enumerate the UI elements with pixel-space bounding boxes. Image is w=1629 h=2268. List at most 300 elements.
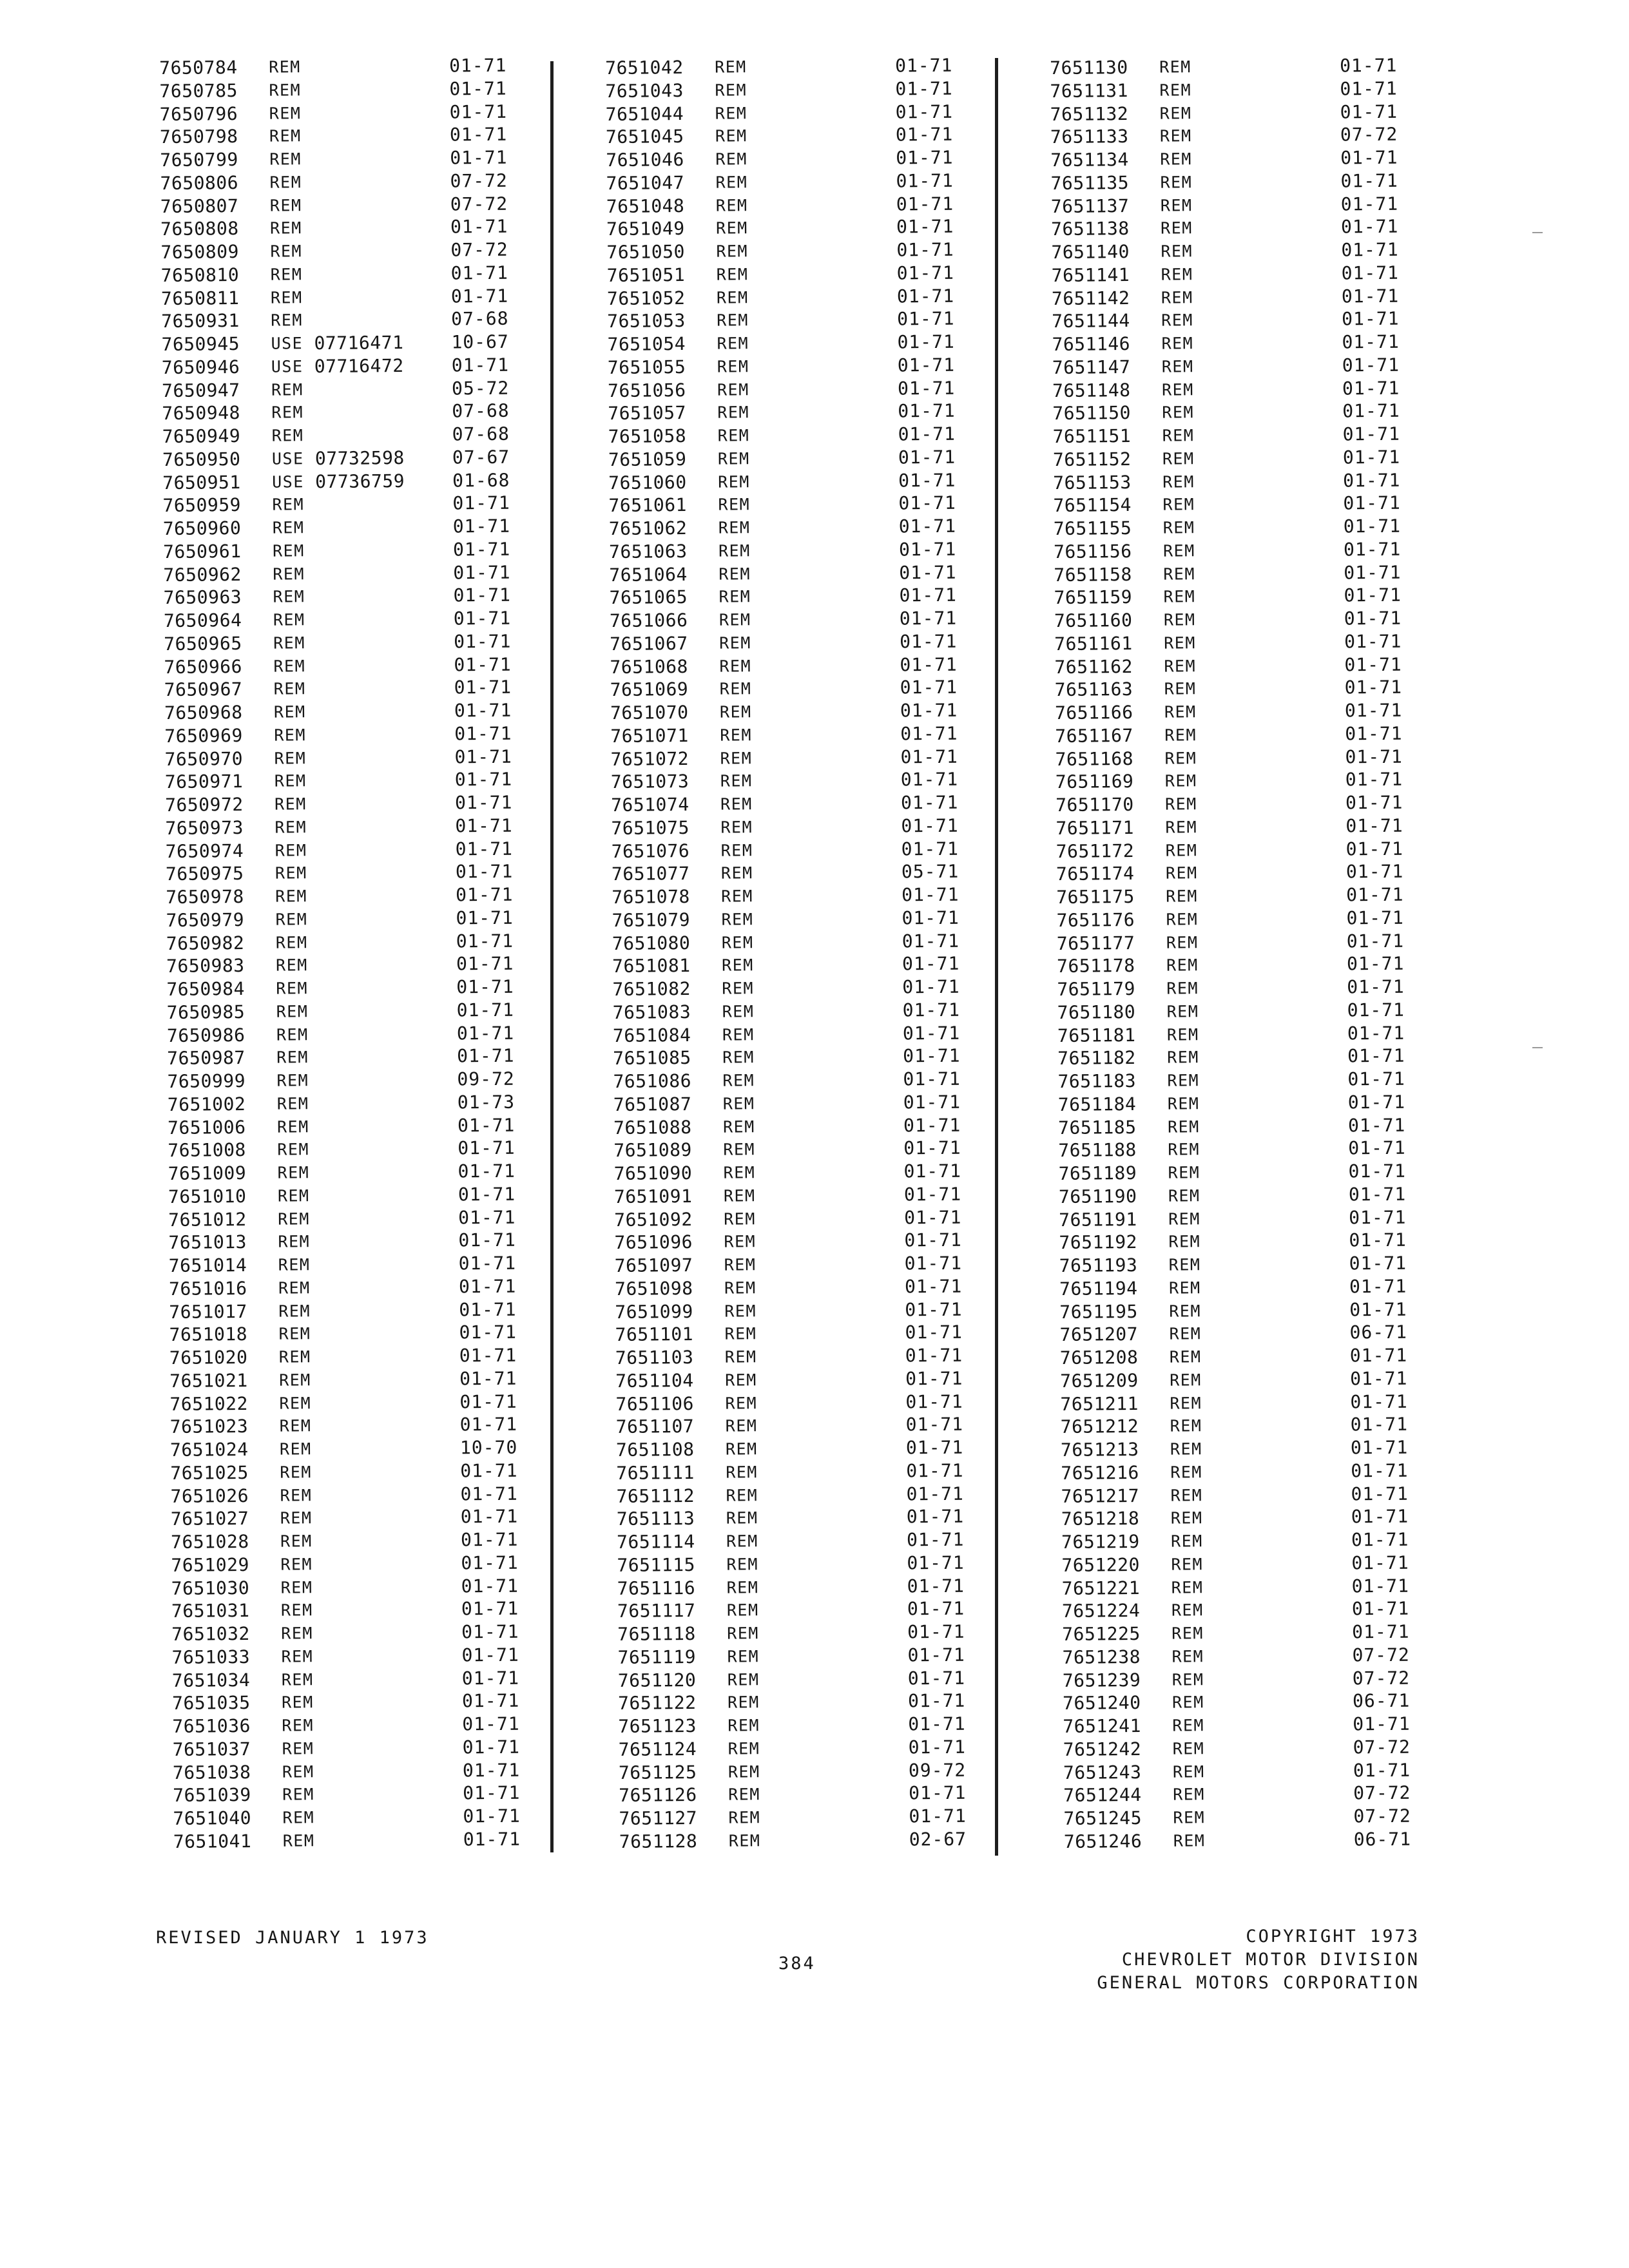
part-number: 7651068 bbox=[610, 655, 689, 678]
status-code: REM bbox=[1168, 1140, 1200, 1159]
effective-date: 01-71 bbox=[903, 1183, 962, 1206]
status-code: REM bbox=[1165, 863, 1198, 883]
effective-date: 01-71 bbox=[460, 1483, 518, 1504]
status-code: REM bbox=[727, 1693, 760, 1712]
part-number: 7650964 bbox=[163, 610, 242, 631]
status-code: REM bbox=[717, 380, 749, 399]
replacement-part-number: 07716472 bbox=[314, 354, 404, 377]
effective-date: 01-71 bbox=[1346, 930, 1405, 952]
effective-date: 01-71 bbox=[1346, 883, 1404, 906]
effective-date: 02-67 bbox=[909, 1828, 967, 1850]
effective-date: 01-71 bbox=[456, 1022, 515, 1044]
part-number: 7651124 bbox=[618, 1738, 697, 1760]
copyright-line: GENERAL MOTORS CORPORATION bbox=[1097, 1973, 1420, 1993]
effective-date: 01-71 bbox=[459, 1367, 517, 1390]
part-number: 7650986 bbox=[166, 1024, 246, 1046]
effective-date: 01-71 bbox=[462, 1713, 520, 1735]
status-code: REM bbox=[723, 1186, 756, 1206]
status-code: REM bbox=[726, 1462, 758, 1482]
status-code: REM bbox=[724, 1301, 757, 1321]
part-number: 7651018 bbox=[169, 1323, 248, 1346]
effective-date: 01-71 bbox=[897, 331, 955, 353]
effective-date: 01-71 bbox=[897, 308, 955, 330]
effective-date: 01-71 bbox=[897, 377, 956, 399]
status-code: REM bbox=[718, 472, 750, 492]
status-code: REM bbox=[282, 1831, 315, 1850]
status-code: REM bbox=[1164, 656, 1197, 676]
status-code: REM bbox=[280, 1554, 313, 1574]
status-code: REM bbox=[282, 1785, 314, 1804]
status-code: REM bbox=[720, 748, 753, 768]
margin-mark bbox=[1532, 232, 1543, 233]
status-code: REM bbox=[275, 794, 307, 814]
status-code: REM bbox=[278, 1347, 311, 1367]
part-number: 7651062 bbox=[608, 517, 688, 539]
part-number: 7651045 bbox=[605, 126, 684, 148]
status-code: REM bbox=[1167, 1048, 1199, 1067]
part-number: 7651192 bbox=[1059, 1231, 1138, 1254]
status-code: REM bbox=[1171, 1554, 1204, 1574]
effective-date: 01-71 bbox=[1346, 907, 1404, 929]
effective-date: 01-71 bbox=[1347, 1114, 1406, 1136]
part-number: 7651207 bbox=[1059, 1323, 1139, 1346]
status-code: REM bbox=[1170, 1485, 1203, 1505]
effective-date: 01-71 bbox=[904, 1252, 963, 1274]
part-number: 7650963 bbox=[163, 586, 242, 609]
part-number: 7651240 bbox=[1062, 1692, 1141, 1715]
part-number: 7651083 bbox=[612, 1001, 691, 1023]
part-number: 7650961 bbox=[162, 540, 242, 562]
effective-date: 01-71 bbox=[900, 699, 958, 722]
status-code: REM bbox=[721, 932, 754, 952]
effective-date: 01-71 bbox=[1348, 1160, 1407, 1182]
part-number: 7651010 bbox=[168, 1185, 247, 1207]
effective-date: 01-71 bbox=[905, 1436, 964, 1459]
part-number: 7651059 bbox=[608, 448, 687, 470]
effective-date: 07-72 bbox=[450, 238, 508, 261]
part-number: 7651168 bbox=[1055, 747, 1134, 770]
part-number: 7650785 bbox=[159, 79, 238, 102]
effective-date: 01-71 bbox=[1342, 308, 1400, 330]
effective-date: 01-71 bbox=[1345, 814, 1403, 837]
effective-date: 01-71 bbox=[909, 1805, 967, 1827]
status-code: REM bbox=[1171, 1693, 1204, 1712]
effective-date: 01-71 bbox=[907, 1620, 965, 1643]
part-number: 7650965 bbox=[164, 632, 242, 655]
status-code: REM bbox=[270, 265, 303, 284]
part-number: 7651182 bbox=[1057, 1047, 1136, 1070]
effective-date: 01-71 bbox=[900, 768, 959, 791]
effective-date: 01-71 bbox=[907, 1597, 965, 1620]
copyright-line: COPYRIGHT 1973 bbox=[1246, 1927, 1420, 1946]
effective-date: 01-71 bbox=[1347, 1044, 1405, 1067]
effective-date: 01-71 bbox=[463, 1805, 521, 1827]
part-number: 7651101 bbox=[615, 1323, 694, 1346]
part-number: 7651212 bbox=[1060, 1416, 1139, 1438]
status-code: REM bbox=[273, 587, 305, 606]
status-code: REM bbox=[1165, 817, 1198, 837]
part-number: 7651178 bbox=[1056, 955, 1135, 977]
effective-date: 07-68 bbox=[452, 423, 510, 445]
status-code: REM bbox=[720, 863, 753, 883]
part-number: 7651084 bbox=[612, 1024, 691, 1046]
effective-date: 01-71 bbox=[462, 1736, 521, 1758]
status-code: REM bbox=[727, 1624, 759, 1643]
status-code: USE bbox=[272, 472, 304, 492]
part-number: 7651076 bbox=[611, 840, 690, 862]
part-number: 7651221 bbox=[1061, 1577, 1141, 1599]
effective-date: 01-71 bbox=[449, 101, 508, 122]
effective-date: 01-71 bbox=[901, 814, 959, 837]
part-number: 7651080 bbox=[612, 932, 691, 954]
status-code: REM bbox=[725, 1393, 758, 1413]
effective-date: 01-71 bbox=[907, 1667, 966, 1689]
status-code: REM bbox=[280, 1532, 313, 1551]
status-code: REM bbox=[724, 1278, 757, 1298]
effective-date: 01-71 bbox=[1351, 1483, 1409, 1504]
effective-date: 01-71 bbox=[1349, 1275, 1407, 1298]
copyright-line: CHEVROLET MOTOR DIVISION bbox=[1121, 1950, 1420, 1970]
status-code: REM bbox=[716, 287, 749, 307]
part-number: 7651039 bbox=[173, 1784, 251, 1807]
effective-date: 01-71 bbox=[899, 561, 957, 583]
part-number: 7651033 bbox=[171, 1646, 251, 1668]
effective-date: 01-71 bbox=[1340, 146, 1398, 169]
status-code: REM bbox=[274, 771, 307, 791]
effective-date: 01-71 bbox=[896, 193, 954, 215]
part-number: 7651069 bbox=[610, 678, 689, 701]
part-number: 7651028 bbox=[170, 1530, 249, 1553]
effective-date: 01-71 bbox=[1352, 1620, 1410, 1643]
page-number: 384 bbox=[778, 1954, 816, 1974]
effective-date: 01-71 bbox=[896, 285, 955, 307]
status-code: REM bbox=[275, 932, 308, 952]
part-number: 7650987 bbox=[167, 1047, 246, 1070]
part-number: 7651189 bbox=[1058, 1162, 1137, 1184]
effective-date: 01-71 bbox=[898, 515, 957, 537]
part-number: 7651087 bbox=[613, 1093, 692, 1115]
revision-note: REVISED JANUARY 1 1973 bbox=[156, 1928, 429, 1948]
effective-date: 01-71 bbox=[1351, 1575, 1410, 1597]
part-number: 7651246 bbox=[1063, 1830, 1142, 1852]
status-code: REM bbox=[720, 840, 753, 860]
part-number: 7651128 bbox=[619, 1830, 698, 1852]
part-number: 7650799 bbox=[160, 149, 238, 171]
part-number: 7650974 bbox=[165, 840, 244, 862]
status-code: REM bbox=[722, 1093, 755, 1113]
status-code: REM bbox=[1163, 610, 1196, 629]
effective-date: 01-71 bbox=[908, 1713, 966, 1735]
part-number: 7650983 bbox=[166, 955, 245, 977]
status-code: REM bbox=[727, 1669, 760, 1689]
effective-date: 01-71 bbox=[454, 722, 512, 745]
effective-date: 01-71 bbox=[907, 1644, 965, 1666]
effective-date: 01-71 bbox=[1345, 745, 1403, 767]
status-code: REM bbox=[726, 1577, 759, 1597]
effective-date: 07-68 bbox=[451, 308, 509, 330]
status-code: REM bbox=[1159, 57, 1191, 77]
part-number: 7651012 bbox=[168, 1208, 247, 1231]
effective-date: 01-71 bbox=[1349, 1252, 1407, 1274]
effective-date: 01-71 bbox=[458, 1206, 516, 1228]
effective-date: 01-71 bbox=[453, 584, 512, 606]
effective-date: 01-71 bbox=[461, 1620, 519, 1643]
part-number: 7651238 bbox=[1062, 1646, 1141, 1668]
status-code: REM bbox=[280, 1577, 313, 1597]
part-number: 7651174 bbox=[1055, 863, 1135, 885]
part-number: 7651220 bbox=[1061, 1553, 1141, 1576]
status-code: REM bbox=[1168, 1163, 1200, 1182]
part-number: 7650975 bbox=[165, 863, 244, 885]
effective-date: 01-71 bbox=[1353, 1713, 1411, 1735]
status-code: REM bbox=[726, 1532, 758, 1551]
status-code: REM bbox=[276, 1093, 309, 1113]
part-number: 7651117 bbox=[617, 1600, 696, 1622]
status-code: REM bbox=[275, 840, 307, 860]
effective-date: 01-71 bbox=[461, 1689, 520, 1712]
effective-date: 07-72 bbox=[1340, 124, 1398, 146]
part-number: 7651125 bbox=[618, 1761, 697, 1783]
part-number: 7651008 bbox=[168, 1139, 246, 1162]
effective-date: 01-71 bbox=[904, 1275, 963, 1298]
part-number: 7651176 bbox=[1056, 908, 1135, 931]
effective-date: 01-71 bbox=[1341, 262, 1400, 284]
status-code: REM bbox=[721, 887, 754, 906]
part-number: 7651049 bbox=[606, 218, 685, 240]
part-number: 7650950 bbox=[162, 448, 241, 470]
status-code: REM bbox=[1161, 311, 1193, 330]
status-code: REM bbox=[273, 656, 306, 676]
status-code: REM bbox=[1161, 380, 1194, 399]
status-code: REM bbox=[716, 242, 749, 261]
part-number: 7650984 bbox=[166, 978, 246, 1000]
part-number: 7650969 bbox=[164, 724, 243, 747]
status-code: REM bbox=[718, 564, 751, 584]
effective-date: 01-71 bbox=[454, 653, 512, 675]
part-number: 7651113 bbox=[616, 1508, 695, 1530]
part-number: 7651098 bbox=[614, 1277, 693, 1300]
status-code: REM bbox=[728, 1831, 761, 1850]
status-code: REM bbox=[715, 81, 747, 100]
effective-date: 01-71 bbox=[905, 1367, 963, 1390]
effective-date: 01-71 bbox=[1343, 538, 1402, 561]
part-number: 7651218 bbox=[1061, 1508, 1140, 1530]
status-code: REM bbox=[269, 173, 302, 192]
effective-date: 06-71 bbox=[1349, 1321, 1407, 1343]
effective-date: 10-67 bbox=[451, 331, 509, 353]
part-number: 7651035 bbox=[171, 1692, 251, 1715]
effective-date: 05-71 bbox=[901, 860, 959, 883]
effective-date: 01-71 bbox=[1339, 54, 1398, 77]
status-code: REM bbox=[1169, 1347, 1202, 1367]
status-code: REM bbox=[269, 195, 302, 215]
effective-date: 01-71 bbox=[895, 124, 954, 146]
part-number: 7651079 bbox=[612, 908, 691, 931]
effective-date: 01-71 bbox=[1348, 1137, 1406, 1159]
effective-date: 01-71 bbox=[456, 907, 514, 929]
part-number: 7651120 bbox=[617, 1669, 697, 1691]
part-number: 7650968 bbox=[164, 702, 243, 724]
part-number: 7650971 bbox=[164, 771, 244, 793]
part-number: 7651002 bbox=[167, 1093, 246, 1115]
part-number: 7651135 bbox=[1050, 171, 1130, 194]
margin-mark bbox=[1532, 1047, 1543, 1048]
part-number: 7651151 bbox=[1052, 425, 1132, 447]
status-code: REM bbox=[1166, 1001, 1199, 1021]
status-code: REM bbox=[715, 173, 748, 192]
effective-date: 01-71 bbox=[1342, 354, 1400, 376]
part-number: 7650806 bbox=[160, 171, 239, 194]
status-code: REM bbox=[720, 771, 753, 791]
effective-date: 01-71 bbox=[1346, 952, 1405, 975]
effective-date: 01-71 bbox=[459, 1413, 518, 1436]
part-number: 7651107 bbox=[615, 1416, 695, 1438]
status-code: REM bbox=[269, 218, 302, 238]
part-number: 7650960 bbox=[162, 517, 242, 539]
status-code: REM bbox=[1171, 1624, 1204, 1643]
parts-column-3 bbox=[1050, 54, 1412, 1853]
part-number: 7651171 bbox=[1055, 816, 1135, 839]
part-number: 7651134 bbox=[1050, 149, 1129, 171]
effective-date: 01-71 bbox=[1344, 653, 1402, 675]
part-number: 7651050 bbox=[606, 241, 686, 263]
effective-date: 01-71 bbox=[461, 1667, 520, 1689]
part-number: 7651156 bbox=[1053, 540, 1132, 562]
part-number: 7650966 bbox=[164, 655, 243, 678]
effective-date: 01-71 bbox=[1345, 791, 1403, 814]
effective-date: 01-71 bbox=[456, 930, 514, 952]
part-number: 7650808 bbox=[160, 218, 239, 240]
effective-date: 01-71 bbox=[1342, 377, 1400, 399]
status-code: REM bbox=[1168, 1209, 1200, 1229]
status-code: REM bbox=[277, 1140, 310, 1159]
part-number: 7651064 bbox=[609, 563, 688, 586]
status-code: REM bbox=[1159, 103, 1192, 123]
effective-date: 01-71 bbox=[900, 791, 959, 814]
effective-date: 01-71 bbox=[460, 1505, 519, 1528]
effective-date: 01-71 bbox=[1345, 838, 1404, 860]
status-code: REM bbox=[280, 1508, 313, 1528]
part-number: 7651078 bbox=[612, 886, 690, 908]
part-number: 7651021 bbox=[169, 1369, 248, 1392]
status-code: REM bbox=[275, 887, 308, 906]
effective-date: 01-71 bbox=[1347, 999, 1405, 1021]
part-number: 7651169 bbox=[1055, 771, 1134, 793]
effective-date: 01-71 bbox=[904, 1206, 962, 1228]
status-code: REM bbox=[1161, 357, 1194, 376]
part-number: 7651056 bbox=[607, 379, 686, 401]
part-number: 7651052 bbox=[606, 287, 686, 309]
part-number: 7650809 bbox=[160, 241, 240, 263]
part-number: 7651217 bbox=[1061, 1485, 1140, 1507]
status-code: REM bbox=[724, 1255, 757, 1274]
effective-date: 01-71 bbox=[1349, 1298, 1407, 1320]
effective-date: 01-71 bbox=[458, 1160, 516, 1182]
effective-date: 01-71 bbox=[458, 1252, 517, 1274]
status-code: REM bbox=[1170, 1393, 1202, 1413]
effective-date: 07-72 bbox=[450, 193, 508, 215]
part-number: 7651138 bbox=[1050, 218, 1130, 240]
part-number: 7651208 bbox=[1059, 1346, 1139, 1369]
effective-date: 01-71 bbox=[898, 446, 956, 468]
status-code: REM bbox=[1162, 518, 1195, 537]
effective-date: 01-71 bbox=[1353, 1759, 1411, 1781]
part-number: 7650796 bbox=[159, 102, 238, 125]
status-code: REM bbox=[1170, 1532, 1203, 1551]
part-number: 7651037 bbox=[172, 1738, 251, 1760]
effective-date: 01-71 bbox=[1349, 1229, 1407, 1251]
status-code: REM bbox=[728, 1762, 760, 1782]
status-code: REM bbox=[718, 587, 751, 606]
status-code: REM bbox=[281, 1646, 314, 1666]
effective-date: 09-72 bbox=[457, 1068, 515, 1090]
part-number: 7651014 bbox=[168, 1254, 247, 1276]
status-code: REM bbox=[1160, 149, 1193, 169]
part-number: 7651022 bbox=[169, 1392, 249, 1415]
effective-date: 01-71 bbox=[1344, 561, 1402, 583]
effective-date: 01-71 bbox=[1347, 1091, 1406, 1113]
effective-date: 01-71 bbox=[452, 515, 511, 537]
part-number: 7651172 bbox=[1055, 840, 1135, 862]
effective-date: 01-71 bbox=[1342, 399, 1400, 422]
status-code: REM bbox=[272, 495, 305, 514]
part-number: 7650948 bbox=[162, 402, 240, 425]
part-number: 7651209 bbox=[1060, 1369, 1139, 1392]
status-code: REM bbox=[1163, 564, 1196, 584]
effective-date: 01-71 bbox=[903, 1068, 961, 1090]
copyright-block bbox=[1097, 1925, 1420, 1995]
part-number: 7651013 bbox=[168, 1231, 247, 1254]
status-code: REM bbox=[1162, 426, 1195, 445]
effective-date: 01-71 bbox=[459, 1390, 517, 1412]
effective-date: 01-71 bbox=[457, 1114, 516, 1136]
effective-date: 01-71 bbox=[1351, 1552, 1409, 1574]
part-number: 7651038 bbox=[172, 1761, 251, 1783]
status-code: REM bbox=[269, 149, 302, 169]
status-code: REM bbox=[1166, 1024, 1199, 1044]
effective-date: 01-71 bbox=[905, 1413, 964, 1436]
status-code: REM bbox=[270, 242, 303, 261]
effective-date: 01-71 bbox=[903, 1137, 961, 1159]
status-code: REM bbox=[1170, 1416, 1202, 1436]
status-code: REM bbox=[719, 633, 751, 653]
status-code: REM bbox=[725, 1439, 758, 1459]
effective-date: 01-71 bbox=[1350, 1413, 1409, 1436]
status-code: REM bbox=[269, 103, 302, 123]
status-code: REM bbox=[1164, 633, 1196, 653]
part-number: 7650962 bbox=[163, 563, 242, 586]
status-code: REM bbox=[273, 610, 305, 629]
part-number: 7650999 bbox=[167, 1070, 246, 1092]
effective-date: 01-71 bbox=[456, 952, 514, 975]
effective-date: 01-71 bbox=[1351, 1459, 1409, 1482]
part-number: 7651061 bbox=[608, 494, 688, 517]
part-number: 7651089 bbox=[613, 1139, 692, 1162]
effective-date: 01-71 bbox=[903, 1044, 961, 1067]
effective-date: 01-71 bbox=[456, 883, 514, 906]
status-code: REM bbox=[278, 1232, 311, 1251]
part-number: 7650959 bbox=[162, 494, 242, 517]
part-number: 7651073 bbox=[610, 771, 689, 793]
effective-date: 01-71 bbox=[455, 838, 514, 860]
status-code: REM bbox=[278, 1278, 311, 1298]
status-code: REM bbox=[1161, 265, 1193, 284]
status-code: REM bbox=[281, 1624, 313, 1643]
effective-date: 01-71 bbox=[1347, 975, 1405, 998]
effective-date: 01-71 bbox=[901, 952, 960, 975]
part-number: 7651114 bbox=[616, 1530, 695, 1553]
part-number: 7651040 bbox=[173, 1807, 252, 1829]
